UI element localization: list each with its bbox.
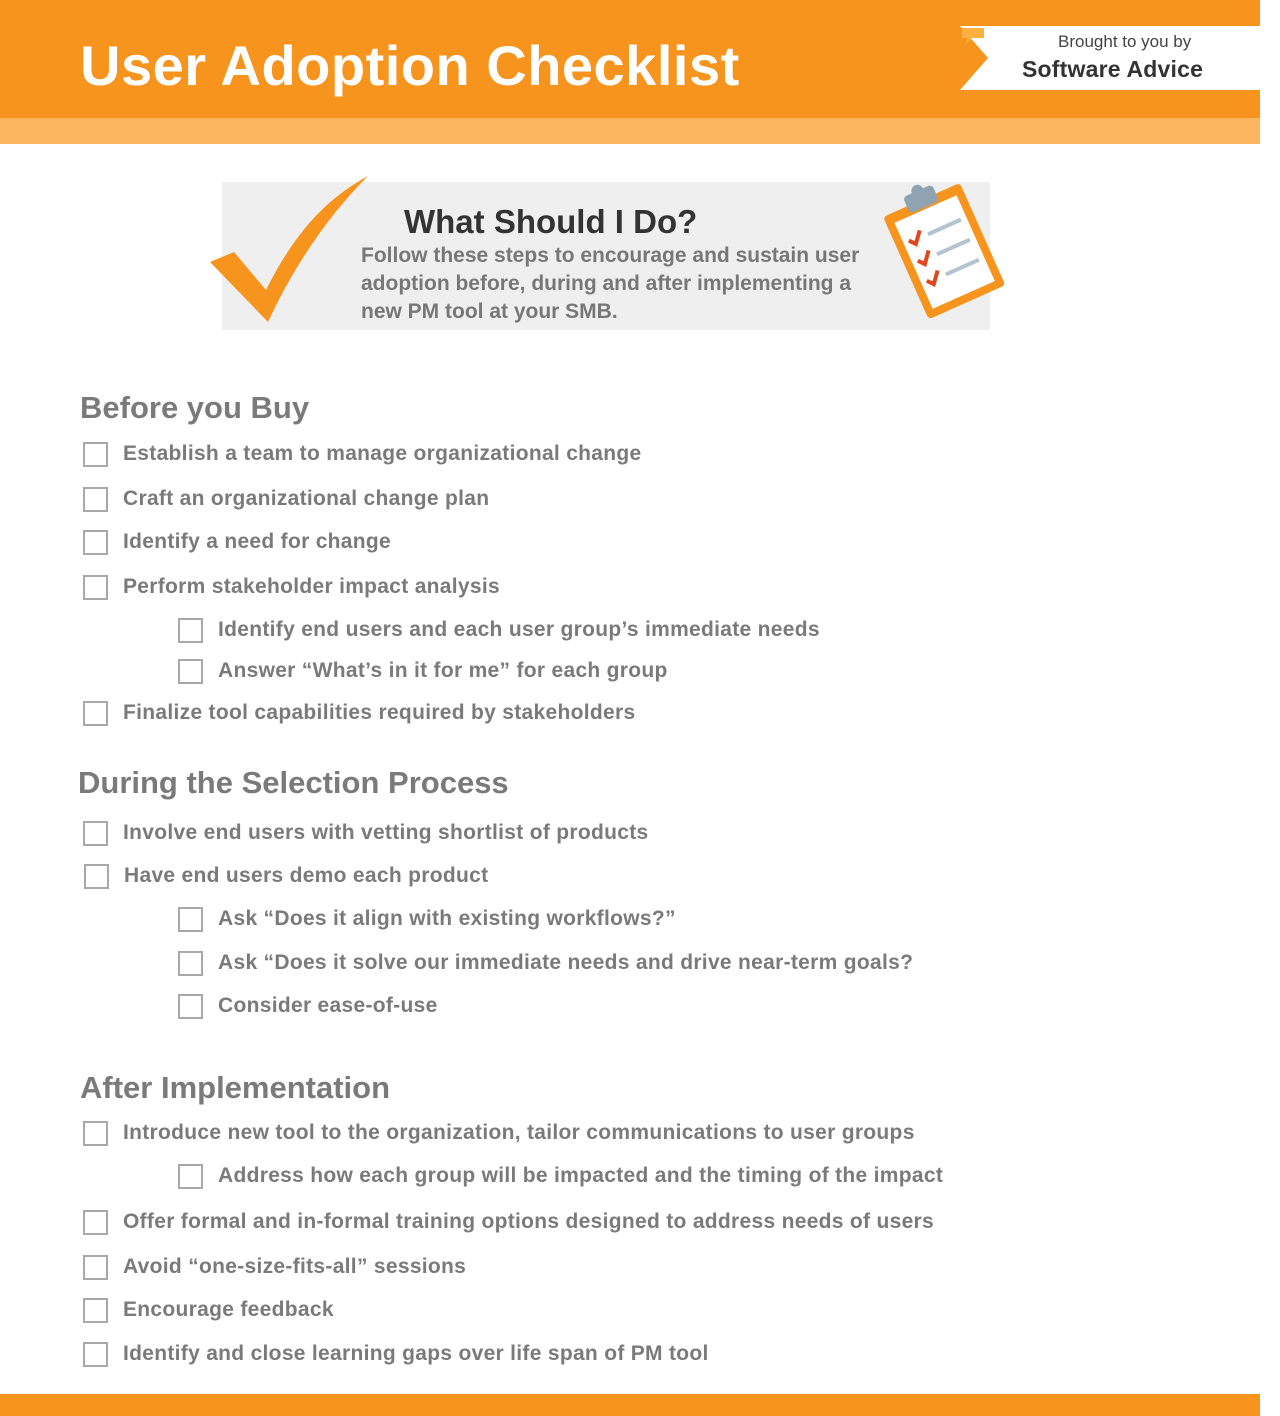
checkmark-icon xyxy=(204,172,374,328)
checkbox[interactable] xyxy=(178,907,203,932)
section-heading-after-implementation: After Implementation xyxy=(80,1070,391,1105)
checklist-item-label: Ask “Does it align with existing workflows?” xyxy=(218,907,676,930)
checklist-item-label: Offer formal and in-formal training options designed to address needs of users xyxy=(123,1210,935,1233)
checkbox[interactable] xyxy=(84,864,109,889)
header-stripe xyxy=(0,118,1260,144)
brand-tag xyxy=(960,26,1260,90)
checklist-item-label: Perform stakeholder impact analysis xyxy=(123,575,500,598)
checklist-item-label: Have end users demo each product xyxy=(124,864,489,887)
checklist-item-label: Establish a team to manage organizational change xyxy=(123,442,642,465)
brought-by-label: Brought to you by xyxy=(1058,32,1192,51)
checkbox[interactable] xyxy=(178,659,203,684)
checklist-item-label: Identify a need for change xyxy=(123,530,392,553)
checkbox[interactable] xyxy=(83,701,108,726)
checklist-item-label: Craft an organizational change plan xyxy=(123,487,490,510)
speech-bubble-icon xyxy=(960,26,986,46)
intro-text: Follow these steps to encourage and sustain user adoption before, during and after implementing a new PM tool at your SMB. xyxy=(361,244,860,323)
page-title: User Adoption Checklist xyxy=(80,34,740,97)
checkbox[interactable] xyxy=(83,442,108,467)
checkbox[interactable] xyxy=(83,1298,108,1323)
section-heading-before-you-buy: Before you Buy xyxy=(80,390,310,425)
checkbox[interactable] xyxy=(83,1255,108,1280)
checklist-item-label: Ask “Does it solve our immediate needs and drive near-term goals? xyxy=(218,951,914,974)
checkbox[interactable] xyxy=(83,1342,108,1367)
checklist-item-label: Identify end users and each user group’s immediate needs xyxy=(218,618,820,641)
checklist-item-label: Answer “What’s in it for me” for each group xyxy=(218,659,668,682)
brand-logo-text: Software Advice xyxy=(1022,56,1204,82)
checklist-item-label: Encourage feedback xyxy=(123,1298,334,1321)
checklist-item-label: Finalize tool capabilities required by stakeholders xyxy=(123,701,636,724)
clipboard-icon xyxy=(872,176,1012,326)
checkbox[interactable] xyxy=(83,1121,108,1146)
checklist-item-label: Consider ease-of-use xyxy=(218,994,438,1017)
intro-title: What Should I Do? xyxy=(404,203,698,240)
checkbox[interactable] xyxy=(178,994,203,1019)
checkbox[interactable] xyxy=(178,1164,203,1189)
checkbox[interactable] xyxy=(178,618,203,643)
checkbox[interactable] xyxy=(83,1210,108,1235)
checklist-item-label: Identify and close learning gaps over life span of PM tool xyxy=(123,1342,709,1365)
section-heading-selection-process: During the Selection Process xyxy=(78,765,509,800)
checkbox[interactable] xyxy=(83,575,108,600)
checkbox[interactable] xyxy=(83,530,108,555)
checkbox[interactable] xyxy=(83,821,108,846)
checkbox[interactable] xyxy=(83,487,108,512)
checkbox[interactable] xyxy=(178,951,203,976)
checklist-item-label: Avoid “one-size-fits-all” sessions xyxy=(123,1255,467,1278)
checklist-item-label: Involve end users with vetting shortlist of products xyxy=(123,821,649,844)
checklist-item-label: Address how each group will be impacted and the timing of the impact xyxy=(218,1164,944,1187)
checklist-item-label: Introduce new tool to the organization, tailor communications to user groups xyxy=(123,1121,915,1144)
footer-bar xyxy=(0,1394,1260,1416)
